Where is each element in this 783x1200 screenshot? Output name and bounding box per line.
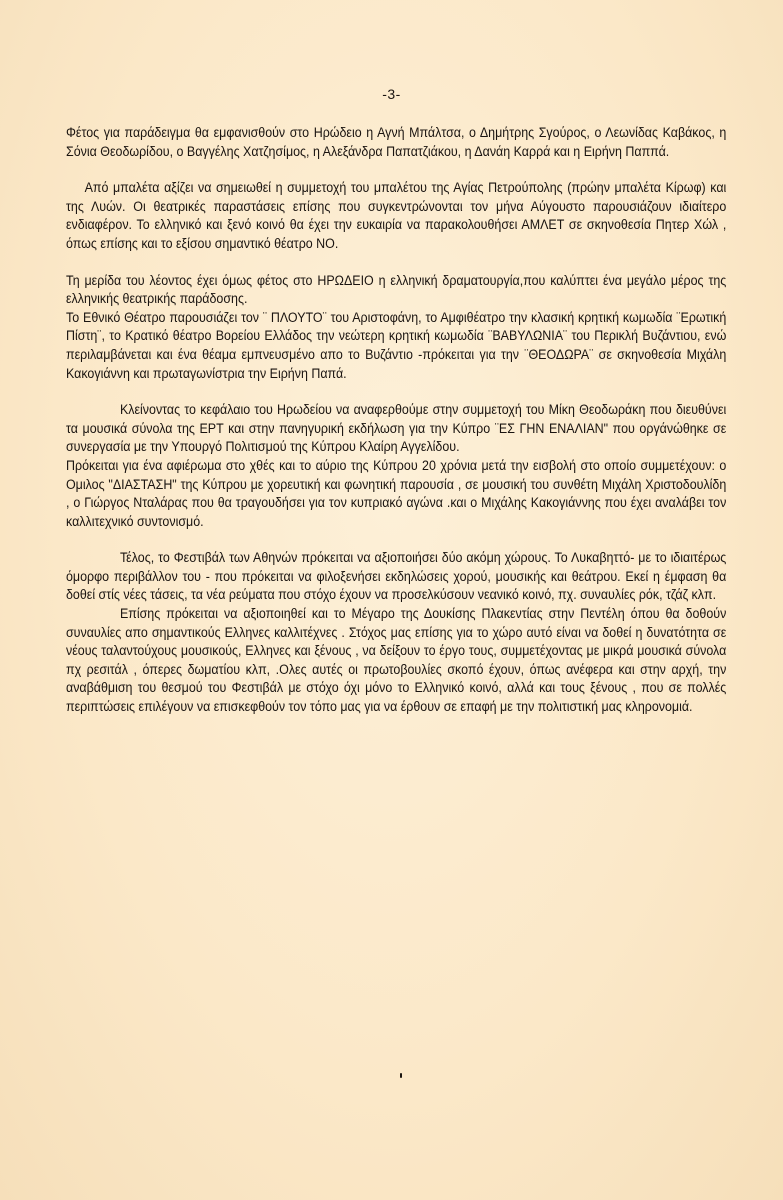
- paragraph-lycabettus: Τέλος, το Φεστιβάλ των Αθηνών πρόκειται να αξιοποιήσει δύο ακόμη χώρους. Το Λυκαβηττό- με το ιδιαιτέρως όμορφο περιβάλλον του - που πρόκειται να φιλοξενήσει εκδηλώσεις χορού, μουσικής και θεάτρου. Εκεί η έμφαση θα δοθεί στίς νέες τάσεις, τα νέα ρεύματα που στόχο έχουν να προσελκύσουν νεανικό κοινό, πχ. συναυλίες ρόκ, τζάζ κλπ.: [66, 550, 727, 603]
- paragraph-pentelis-mansion: Επίσης πρόκειται να αξιοποιηθεί και το Μέγαρο της Δουκίσης Πλακεντίας στην Πεντέλη όπου θα δοθούν συναυλίες απο σημαντικούς Ελληνες καλλιτέχνες . Στόχος μας επίσης για το χώρο αυτό είναι να δοθεί η δυνατότητα σε νέους ταλαντούχους μουσικούς, Ελληνες και ξένους , να δείξουν το έργο τους, συμμετέχοντας με μικρά μουσικά σύνολα πχ ρεσιτάλ , όπερες δωματίου κλπ, .Ολες αυτές οι πρωτοβουλίες σκοπό έχουν, όπως ανέφερα και στην αρχή, την αναβάθμιση του θεσμού του Φεστιβάλ με στόχο όχι μόνο το Ελληνικό κοινό, αλλά και τους ξένους , που σε πολλές περιπτώσεις επιλέγουν να επισκεφθούν τον τόπο μας για να έρθουν σε επαφή με την πολιτιστική μας κληρονομιά.: [66, 606, 727, 715]
- document-body: [66, 124, 726, 717]
- paragraph-theodorakis: Κλείνοντας το κεφάλαιο του Ηρωδείου να αναφερθούμε στην συμμετοχή του Μίκη Θεοδωράκη που διευθύνει τα μουσικά σύνολα της ΕΡΤ και στην πανηγυρική εκδήλωση για την Κύπρο ¨ΕΣ ΓΗΝ ΕΝΑΛΙΑΝ" που οργάνώθηκε σε συνεργασία με την Υπουργό Πολιτισμού της Κύπρου Κλαίρη Αγγελίδου.: [66, 402, 727, 455]
- paragraph-cyprus-tribute: Πρόκειται για ένα αφιέρωμα στο χθές και το αύριο της Κύπρου 20 χρόνια μετά την εισβολή στο οποίο συμμετέχουν: ο Ομιλος "ΔΙΑΣΤΑΣΗ" της Κύπρου με χορευτική και φωνητική παρουσία , σε μουσική του συνθέτη Μιχάλη Χριστοδουλίδη , ο Γιώργος Νταλάρας που θα τραγουδήσει για τον κυπριακό αγώνα .και ο Μιχάλης Κακογιάννης που έχει αναλάβει τον καλλιτεχνικό συντονισμό.: [66, 457, 727, 529]
- paragraph-performers: Φέτος για παράδειγμα θα εμφανισθούν στο Ηρώδειο η Αγνή Μπάλτσα, ο Δημήτρης Σγούρος, ο Λεωνίδας Καβάκος, η Σόνια Θεοδωρίδου, ο Βαγγέλης Χατζησίμος, η Αλεξάνδρα Παπατζιάκου, η Δανάη Καρρά και η Ειρήνη Παππά.: [66, 125, 727, 159]
- paragraph-ballets-theatre: Από μπαλέτα αξίζει να σημειωθεί η συμμετοχή του μπαλέτου της Αγίας Πετρούπολης (πρώην μπαλέτα Κίρωφ) και της Λυών. Οι θεατρικές παραστάσεις επίσης που συγκεντρώνονται τον μήνα Αύγουστο παρουσιάζουν ιδιαίτερο ενδιαφέρον. Το ελληνικό και ξενό κοινό θα έχει την ευκαιρία να παρακολουθήσει ΑΜΛΕΤ σε σκηνοθεσία Πητερ Χώλ , όπως επίσης και το εξίσου σημαντικό θέατρο ΝΟ.: [66, 180, 727, 251]
- paragraph-national-theatre: Το Εθνικό Θέατρο παρουσιάζει τον ¨ ΠΛΟΥΤΟ¨ του Αριστοφάνη, το Αμφιθέατρο την κλασική κρητική κωμωδία ¨Ερωτική Πίστη¨, το Κρατικό θέατρο Βορείου Ελλάδος την νεώτερη κρητική κωμωδία ¨ΒΑΒΥΛΩΝΙΑ¨ του Περικλή Βυζάντιου, ενώ περιλαμβάνεται και ένα θέαμα εμπνευσμένο απο το Βυζάντιο -πρόκειται για την ¨ΘΕΟΔΩΡΑ¨ σε σκηνοθεσία Μιχάλη Κακογιάννη και πρωταγωνίστρια την Ειρήνη Παπά.: [66, 309, 727, 381]
- paragraph-greek-drama: Τη μερίδα του λέοντος έχει όμως φέτος στο ΗΡΩΔΕΙΟ η ελληνική δραματουργία,που καλύπτει ένα μεγάλο μέρος της ελληνικής θεατρικής παράδοσης.: [66, 272, 727, 307]
- page-number: -3-: [382, 86, 401, 102]
- ink-mark: [400, 1073, 402, 1078]
